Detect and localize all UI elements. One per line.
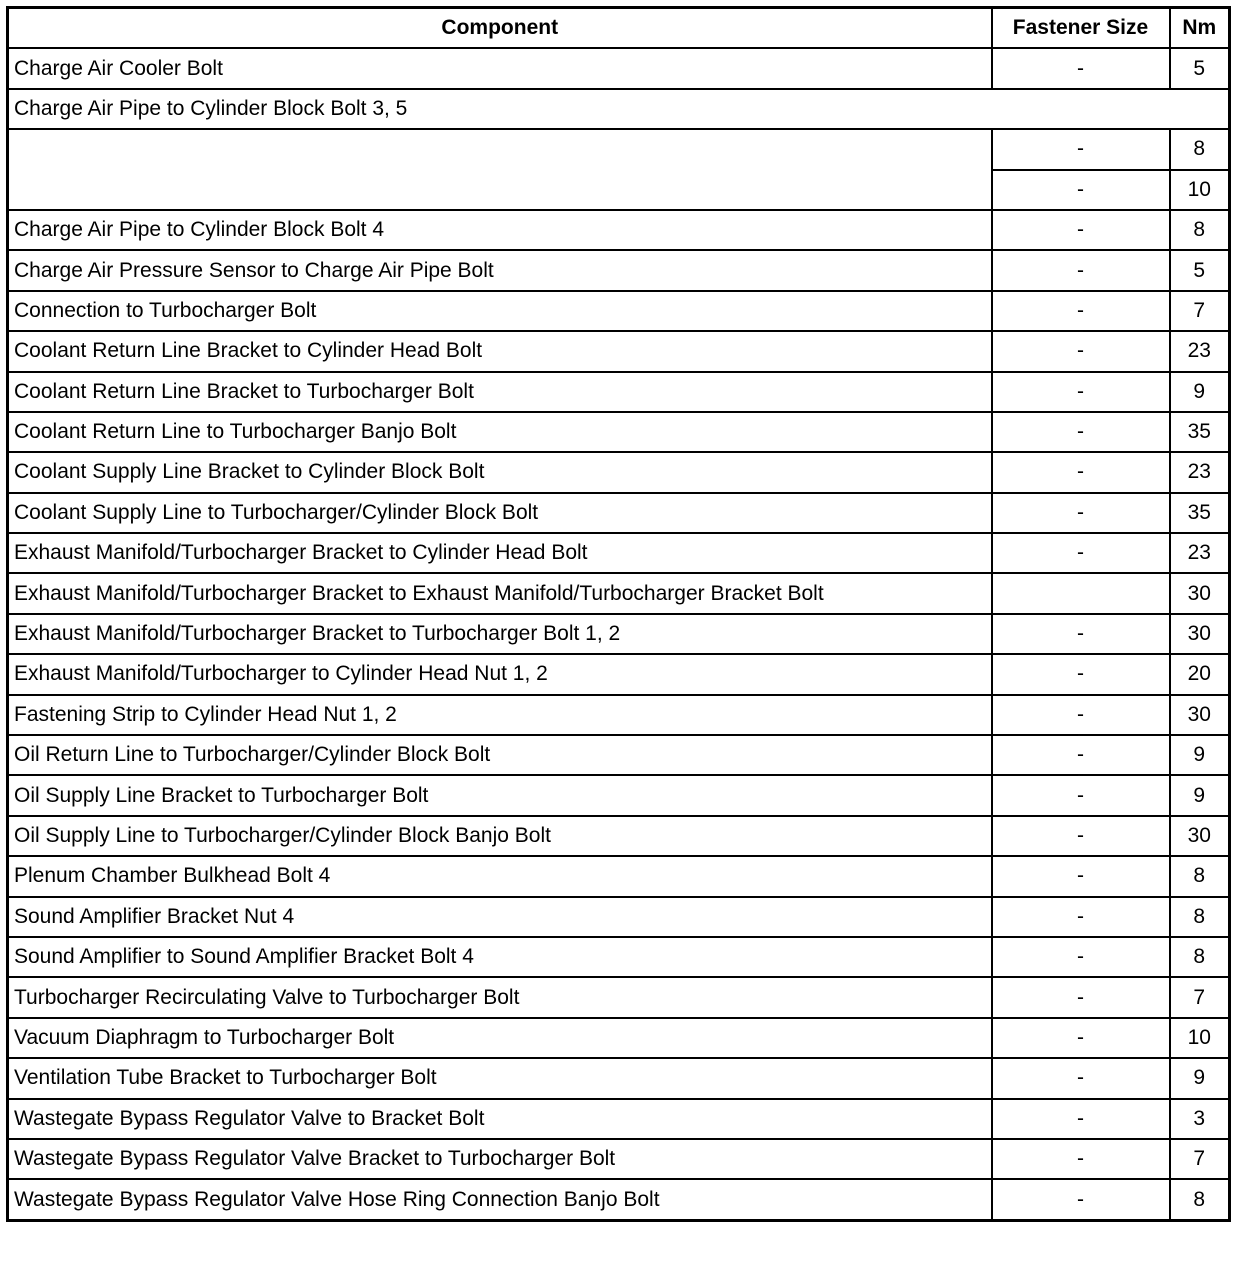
table-row [8, 291, 1230, 331]
component-cell: Exhaust Manifold/Turbocharger to Cylinder Head Nut 1, 2 [8, 654, 992, 694]
nm-cell: 8 [1170, 937, 1230, 977]
component-cell: Connection to Turbocharger Bolt [8, 291, 992, 331]
nm-cell: 35 [1170, 412, 1230, 452]
nm-cell: 9 [1170, 372, 1230, 412]
nm-cell: 8 [1170, 129, 1230, 169]
table-row [8, 654, 1230, 694]
component-cell: Oil Supply Line Bracket to Turbocharger Bolt [8, 775, 992, 815]
header-row [8, 8, 1230, 49]
component-cell: Coolant Supply Line to Turbocharger/Cylinder Block Bolt [8, 493, 992, 533]
component-cell: Coolant Supply Line Bracket to Cylinder Block Bolt [8, 452, 992, 492]
fastener-size-cell: - [992, 614, 1170, 654]
table-row [8, 1099, 1230, 1139]
fastener-size-cell: - [992, 735, 1170, 775]
fastener-size-cell: - [992, 1018, 1170, 1058]
fastener-size-cell: - [992, 775, 1170, 815]
table-row [8, 493, 1230, 533]
fastener-size-cell: - [992, 372, 1170, 412]
table-row [8, 210, 1230, 250]
fastener-size-cell: - [992, 1099, 1170, 1139]
nm-cell: 5 [1170, 250, 1230, 290]
component-cell: Turbocharger Recirculating Valve to Turbocharger Bolt [8, 977, 992, 1017]
component-cell: Exhaust Manifold/Turbocharger Bracket to Cylinder Head Bolt [8, 533, 992, 573]
component-cell: Charge Air Pipe to Cylinder Block Bolt 3, 5 [8, 89, 1230, 129]
nm-cell: 30 [1170, 573, 1230, 613]
table-row [8, 977, 1230, 1017]
nm-cell: 7 [1170, 977, 1230, 1017]
fastener-size-cell: - [992, 48, 1170, 88]
component-cell: Exhaust Manifold/Turbocharger Bracket to Exhaust Manifold/Turbocharger Bracket Bolt [8, 573, 992, 613]
nm-cell: 35 [1170, 493, 1230, 533]
nm-cell: 5 [1170, 48, 1230, 88]
nm-cell: 10 [1170, 1018, 1230, 1058]
component-cell: Plenum Chamber Bulkhead Bolt 4 [8, 856, 992, 896]
nm-cell: 8 [1170, 856, 1230, 896]
header-nm: Nm [1170, 8, 1230, 49]
table-row [8, 937, 1230, 977]
component-cell: Vacuum Diaphragm to Turbocharger Bolt [8, 1018, 992, 1058]
nm-cell: 8 [1170, 897, 1230, 937]
header-fastener-size: Fastener Size [992, 8, 1170, 49]
table-row [8, 1139, 1230, 1179]
table-row [8, 331, 1230, 371]
table-row [8, 452, 1230, 492]
component-cell: Sound Amplifier Bracket Nut 4 [8, 897, 992, 937]
nm-cell: 7 [1170, 291, 1230, 331]
nm-cell: 30 [1170, 614, 1230, 654]
table-body [8, 48, 1230, 1220]
fastener-size-cell: - [992, 1139, 1170, 1179]
fastener-size-cell: - [992, 533, 1170, 573]
nm-cell: 8 [1170, 1179, 1230, 1220]
nm-cell: 30 [1170, 695, 1230, 735]
table-row [8, 250, 1230, 290]
nm-cell: 9 [1170, 775, 1230, 815]
table-row [8, 48, 1230, 88]
fastener-size-cell: - [992, 210, 1170, 250]
fastener-size-cell: - [992, 654, 1170, 694]
component-cell: Exhaust Manifold/Turbocharger Bracket to Turbocharger Bolt 1, 2 [8, 614, 992, 654]
table-row [8, 412, 1230, 452]
table-row [8, 856, 1230, 896]
component-cell: Wastegate Bypass Regulator Valve Hose Ring Connection Banjo Bolt [8, 1179, 992, 1220]
nm-cell: 23 [1170, 331, 1230, 371]
table-row [8, 775, 1230, 815]
table-row [8, 897, 1230, 937]
nm-cell: 30 [1170, 816, 1230, 856]
nm-cell: 23 [1170, 452, 1230, 492]
fastener-size-cell: - [992, 291, 1170, 331]
nm-cell: 7 [1170, 1139, 1230, 1179]
fastener-size-cell: - [992, 493, 1170, 533]
fastener-size-cell [992, 573, 1170, 613]
table-row [8, 1018, 1230, 1058]
component-cell-empty [8, 129, 992, 210]
sub-row [8, 129, 1230, 169]
component-cell: Oil Supply Line to Turbocharger/Cylinder Block Banjo Bolt [8, 816, 992, 856]
fastener-size-cell: - [992, 452, 1170, 492]
table-row [8, 533, 1230, 573]
table-row [8, 735, 1230, 775]
component-cell: Wastegate Bypass Regulator Valve Bracket to Turbocharger Bolt [8, 1139, 992, 1179]
fastener-size-cell: - [992, 1058, 1170, 1098]
fastener-size-cell: - [992, 331, 1170, 371]
fastener-size-cell: - [992, 170, 1170, 210]
table-row [8, 1058, 1230, 1098]
nm-cell: 10 [1170, 170, 1230, 210]
component-cell: Fastening Strip to Cylinder Head Nut 1, 2 [8, 695, 992, 735]
torque-spec-table [6, 6, 1231, 1222]
fastener-size-cell: - [992, 129, 1170, 169]
header-component: Component [8, 8, 992, 49]
component-cell: Coolant Return Line to Turbocharger Banjo Bolt [8, 412, 992, 452]
nm-cell: 23 [1170, 533, 1230, 573]
table-row [8, 1179, 1230, 1220]
component-cell: Coolant Return Line Bracket to Cylinder Head Bolt [8, 331, 992, 371]
nm-cell: 9 [1170, 735, 1230, 775]
group-row [8, 89, 1230, 129]
component-cell: Charge Air Pipe to Cylinder Block Bolt 4 [8, 210, 992, 250]
nm-cell: 3 [1170, 1099, 1230, 1139]
fastener-size-cell: - [992, 856, 1170, 896]
fastener-size-cell: - [992, 1179, 1170, 1220]
table-row [8, 695, 1230, 735]
fastener-size-cell: - [992, 816, 1170, 856]
component-cell: Sound Amplifier to Sound Amplifier Bracket Bolt 4 [8, 937, 992, 977]
component-cell: Wastegate Bypass Regulator Valve to Bracket Bolt [8, 1099, 992, 1139]
fastener-size-cell: - [992, 412, 1170, 452]
fastener-size-cell: - [992, 695, 1170, 735]
component-cell: Ventilation Tube Bracket to Turbocharger Bolt [8, 1058, 992, 1098]
fastener-size-cell: - [992, 897, 1170, 937]
fastener-size-cell: - [992, 250, 1170, 290]
table-row [8, 614, 1230, 654]
table-row [8, 573, 1230, 613]
nm-cell: 8 [1170, 210, 1230, 250]
component-cell: Oil Return Line to Turbocharger/Cylinder Block Bolt [8, 735, 992, 775]
fastener-size-cell: - [992, 977, 1170, 1017]
component-cell: Charge Air Pressure Sensor to Charge Air Pipe Bolt [8, 250, 992, 290]
nm-cell: 20 [1170, 654, 1230, 694]
table-row [8, 372, 1230, 412]
component-cell: Coolant Return Line Bracket to Turbocharger Bolt [8, 372, 992, 412]
component-cell: Charge Air Cooler Bolt [8, 48, 992, 88]
fastener-size-cell: - [992, 937, 1170, 977]
nm-cell: 9 [1170, 1058, 1230, 1098]
table-row [8, 816, 1230, 856]
